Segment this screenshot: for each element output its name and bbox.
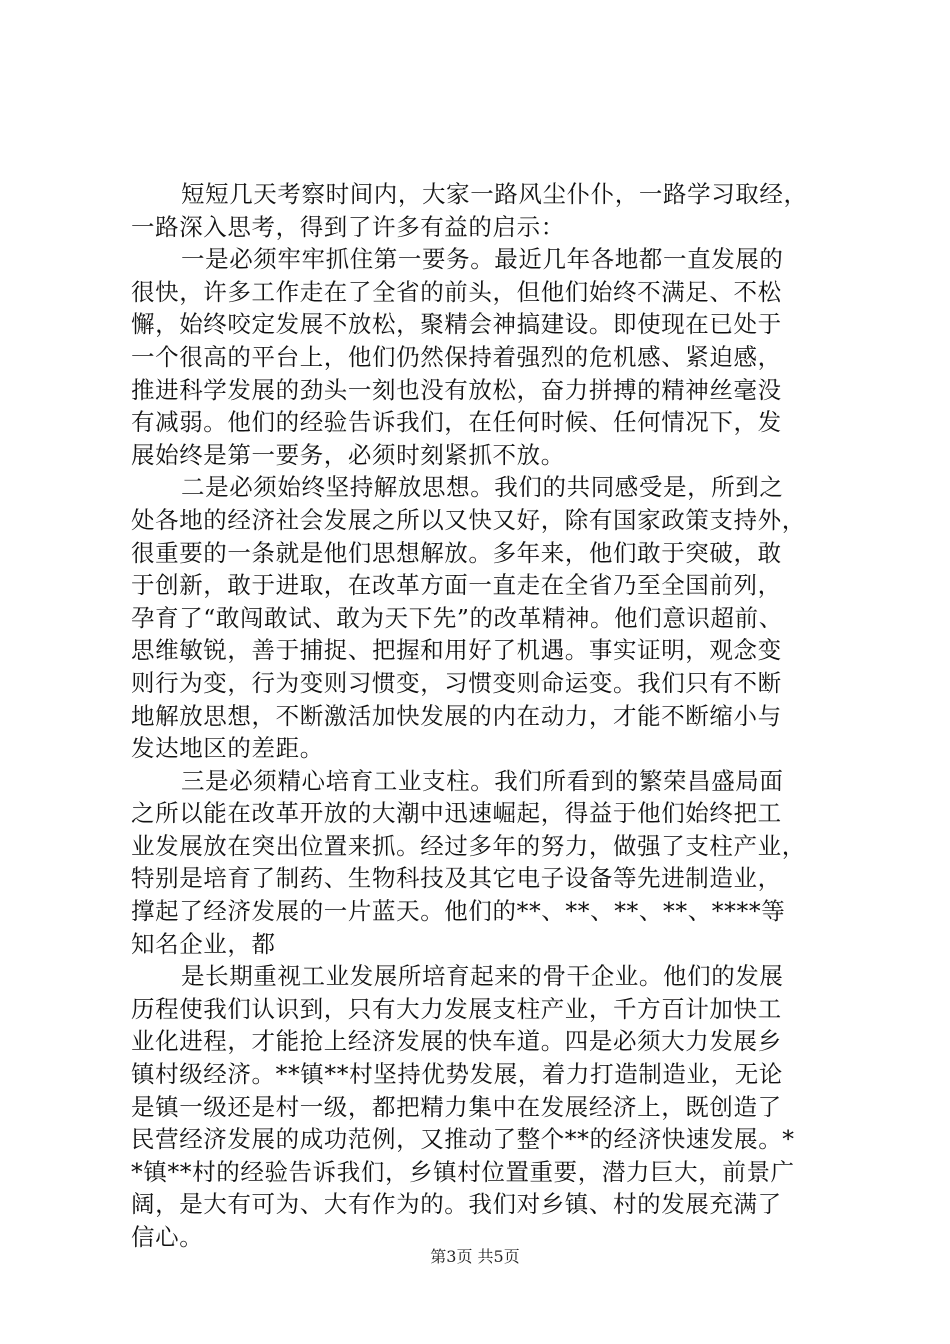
text-line: 懈，始终咬定发展不放松，聚精会神搞建设。即使现在已处于 — [131, 310, 782, 339]
text-line: 孕育了“敢闯敢试、敢为天下先”的改革精神。他们意识超前、 — [131, 603, 783, 632]
text-line: 二是必须始终坚持解放思想。我们的共同感受是，所到之 — [181, 473, 784, 502]
text-line: 特别是培育了制药、生物科技及其它电子设备等先进制造业， — [131, 864, 782, 893]
text-line: 之所以能在改革开放的大潮中迅速崛起，得益于他们始终把工 — [131, 799, 782, 828]
text-line: 于创新，敢于进取，在改革方面一直走在全省乃至全国前列， — [131, 571, 782, 600]
text-line: 业发展放在突出位置来抓。经过多年的努力，做强了支柱产业， — [131, 831, 806, 860]
text-line: 地解放思想，不断激活加快发展的内在动力，才能不断缩小与 — [131, 701, 782, 730]
text-line: 历程使我们认识到，只有大力发展支柱产业，千方百计加快工 — [131, 994, 782, 1023]
text-line: 发达地区的差距。 — [131, 734, 324, 763]
page-indicator: 第3页 共5页 — [430, 1247, 520, 1266]
text-line: 一路深入思考，得到了许多有益的启示： — [131, 212, 565, 241]
text-line: 展始终是第一要务，必须时刻紧抓不放。 — [131, 440, 565, 469]
text-line: 撑起了经济发展的一片蓝天。他们的**、**、**、**、****等 — [131, 897, 786, 926]
text-line: 民营经济发展的成功范例，又推动了整个**的经济快速发展。* — [131, 1125, 795, 1154]
text-line: 是镇一级还是村一级，都把精力集中在发展经济上，既创造了 — [131, 1092, 782, 1121]
text-line: 很重要的一条就是他们思想解放。多年来，他们敢于突破，敢 — [131, 538, 782, 567]
text-line: 有减弱。他们的经验告诉我们，在任何时候、任何情况下，发 — [131, 408, 782, 437]
text-line: 很快，许多工作走在了全省的前头，但他们始终不满足、不松 — [131, 277, 782, 306]
text-line: 阔，是大有可为、大有作为的。我们对乡镇、村的发展充满了 — [131, 1190, 782, 1219]
text-line: 信心。 — [131, 1223, 204, 1251]
body-text — [131, 178, 831, 1254]
text-line: 处各地的经济社会发展之所以又快又好，除有国家政策支持外， — [131, 505, 806, 534]
text-line: 推进科学发展的劲头一刻也没有放松，奋力拼搏的精神丝毫没 — [131, 375, 782, 404]
text-line: 三是必须精心培育工业支柱。我们所看到的繁荣昌盛局面 — [181, 766, 784, 795]
text-line: 知名企业，都 — [131, 929, 276, 958]
text-line: 镇村级经济。**镇**村坚持优势发展，着力打造制造业，无论 — [131, 1060, 783, 1089]
text-line: 短短几天考察时间内，大家一路风尘仆仆，一路学习取经， — [181, 180, 808, 208]
text-line: 思维敏锐，善于捕捉、把握和用好了机遇。事实证明，观念变 — [131, 636, 782, 665]
text-line: 业化进程，才能抢上经济发展的快车道。四是必须大力发展乡 — [131, 1027, 782, 1056]
text-line: 一是必须牢牢抓住第一要务。最近几年各地都一直发展的 — [181, 245, 784, 274]
text-line: 是长期重视工业发展所培育起来的骨干企业。他们的发展 — [181, 962, 784, 991]
text-line: 一个很高的平台上，他们仍然保持着强烈的危机感、紧迫感， — [131, 342, 782, 371]
text-line: 则行为变，行为变则习惯变，习惯变则命运变。我们只有不断 — [131, 668, 782, 697]
text-line: *镇**村的经验告诉我们，乡镇村位置重要，潜力巨大，前景广 — [131, 1157, 795, 1186]
